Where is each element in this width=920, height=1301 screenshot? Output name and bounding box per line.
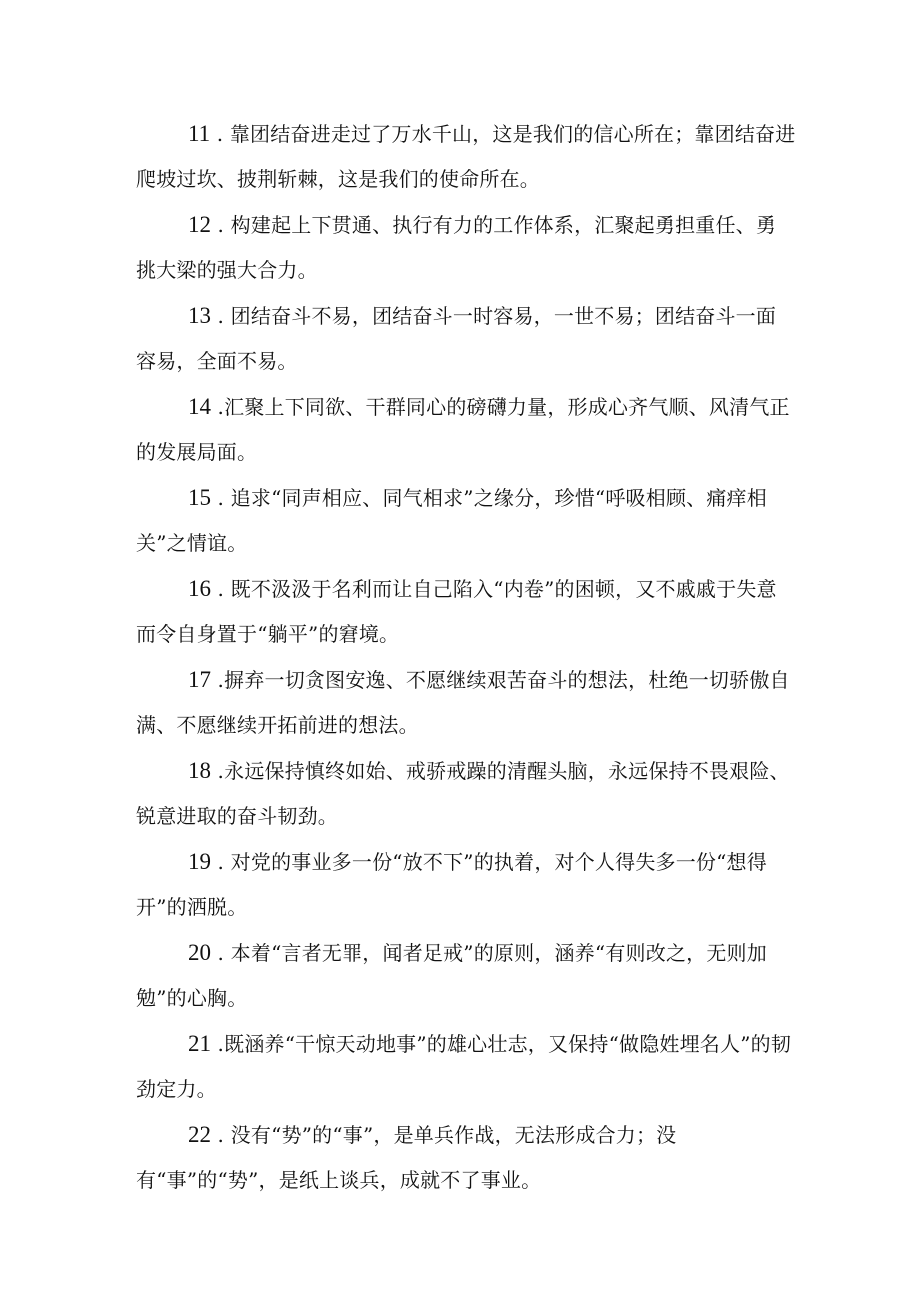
item-number: 19 [188, 849, 211, 874]
item-text: . 追求“同声相应、同气相求”之缘分，珍惜“呼吸相顾、痛痒相关”之情谊。 [136, 486, 767, 555]
item-number: 15 [188, 485, 211, 510]
item-text: . 靠团结奋进走过了万水千山，这是我们的信心所在；靠团结奋进爬坡过坎、披荆斩棘，这是我们的使命所在。 [136, 122, 796, 191]
item-text: . 对党的事业多一份“放不下”的执着，对个人得失多一份“想得开”的洒脱。 [136, 850, 767, 919]
list-item-16 [136, 566, 796, 657]
item-text: . 本着“言者无罪，闻者足戒”的原则，涵养“有则改之，无则加勉”的心胸。 [136, 941, 767, 1010]
list-item-15 [136, 475, 796, 566]
list-item-22 [136, 1112, 796, 1203]
item-number: 20 [188, 940, 211, 965]
item-number: 21 [188, 1031, 211, 1056]
item-number: 17 [188, 667, 211, 692]
list-item-17 [136, 657, 796, 748]
item-text: . 既不汲汲于名利而让自己陷入“内卷”的困顿，又不戚戚于失意而令自身置于“躺平”的窘境。 [136, 577, 777, 646]
item-text: .汇聚上下同欲、干群同心的磅礴力量，形成心齐气顺、风清气正的发展局面。 [136, 395, 790, 464]
list-item-12 [136, 202, 796, 293]
item-number: 22 [188, 1122, 211, 1147]
list-item-11 [136, 111, 796, 202]
list-item-13 [136, 293, 796, 384]
item-text: . 构建起上下贯通、执行有力的工作体系，汇聚起勇担重任、勇挑大梁的强大合力。 [136, 213, 777, 282]
list-item-18 [136, 748, 796, 839]
item-text: . 没有“势”的“事”，是单兵作战，无法形成合力；没有“事”的“势”，是纸上谈兵，成就不了事业。 [136, 1123, 677, 1192]
item-number: 12 [188, 212, 211, 237]
item-text: . 团结奋斗不易，团结奋斗一时容易，一世不易；团结奋斗一面容易，全面不易。 [136, 304, 777, 373]
item-number: 18 [188, 758, 211, 783]
item-text: .摒弃一切贪图安逸、不愿继续艰苦奋斗的想法，杜绝一切骄傲自满、不愿继续开拓前进的想法。 [136, 668, 790, 737]
document-body [136, 111, 796, 1203]
item-number: 16 [188, 576, 211, 601]
list-item-21 [136, 1021, 796, 1112]
item-number: 11 [188, 121, 211, 146]
item-number: 13 [188, 303, 211, 328]
item-number: 14 [188, 394, 211, 419]
item-text: .既涵养“干惊天动地事”的雄心壮志，又保持“做隐姓埋名人”的韧劲定力。 [136, 1032, 792, 1101]
list-item-14 [136, 384, 796, 475]
item-text: .永远保持慎终如始、戒骄戒躁的清醒头脑，永远保持不畏艰险、锐意进取的奋斗韧劲。 [136, 759, 790, 828]
list-item-20 [136, 930, 796, 1021]
list-item-19 [136, 839, 796, 930]
